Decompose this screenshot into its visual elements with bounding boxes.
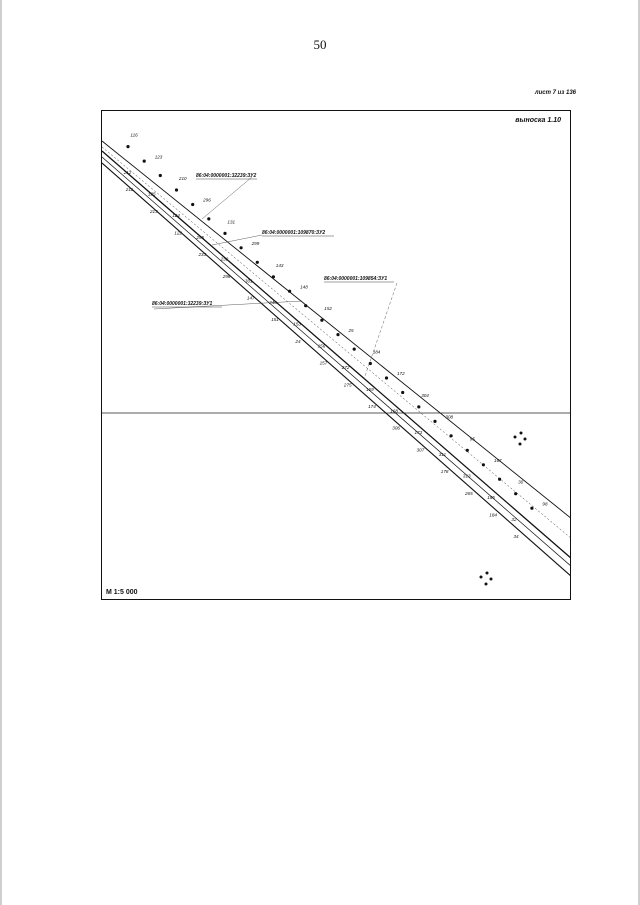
point-label: 174	[368, 404, 376, 409]
point-label: 152	[324, 306, 332, 312]
point-label: 212	[123, 169, 132, 175]
point-label: 296	[203, 197, 211, 203]
point-label: 213	[150, 208, 158, 214]
survey-point-marker	[385, 376, 388, 379]
survey-point-marker	[191, 203, 194, 206]
point-label: 30	[518, 479, 524, 485]
survey-point-marker	[498, 478, 501, 481]
point-label: 299	[251, 241, 260, 247]
point-label: 167	[493, 458, 502, 463]
point-label: 157	[319, 360, 328, 366]
point-label: 275	[343, 382, 352, 388]
survey-point-marker	[433, 420, 436, 423]
point-label: 143	[275, 262, 284, 268]
survey-point-marker	[272, 275, 275, 278]
survey-point-marker	[288, 290, 291, 293]
survey-point-marker	[417, 405, 420, 408]
point-label: 131	[227, 219, 236, 225]
point-label: 301	[244, 278, 253, 284]
point-label: 147	[246, 295, 255, 301]
scan-left-edge	[0, 0, 2, 905]
survey-point-marker	[223, 232, 226, 235]
point-label: 168	[390, 408, 398, 414]
survey-point-marker	[320, 319, 323, 322]
point-label: 95	[469, 436, 475, 442]
survey-point-marker	[353, 348, 356, 351]
point-label: 98	[542, 501, 548, 507]
point-label: 153	[293, 321, 301, 327]
point-label: 233	[198, 252, 207, 258]
point-label: 298	[222, 273, 231, 279]
point-label: 156	[317, 343, 326, 349]
point-label: 210	[178, 176, 187, 181]
point-label: 178	[440, 469, 449, 475]
survey-point-marker	[256, 261, 259, 264]
survey-point-marker	[482, 463, 485, 466]
scale-label: М 1:5 000	[106, 589, 138, 596]
point-label: 304	[421, 392, 429, 398]
map-drawing	[102, 111, 571, 600]
survey-point-marker	[514, 492, 517, 495]
point-label: 246	[269, 300, 277, 305]
point-label: 172	[397, 371, 405, 377]
point-label: 169	[366, 386, 374, 392]
point-label: 232	[220, 256, 229, 262]
point-label: 272	[341, 365, 350, 371]
survey-point-marker	[175, 188, 178, 191]
survey-point-marker	[304, 304, 307, 307]
survey-point-marker	[240, 246, 243, 249]
survey-point-marker	[530, 507, 533, 510]
survey-point-marker	[466, 449, 469, 452]
corridor-line-3	[102, 157, 571, 567]
corridor-line-4	[102, 163, 571, 577]
point-label: 173	[414, 430, 423, 436]
marker-cluster-1	[514, 432, 527, 446]
point-label: 124	[172, 213, 180, 219]
point-label: 116	[130, 132, 138, 138]
point-label: 24	[295, 338, 301, 344]
survey-point-marker	[126, 145, 129, 148]
point-label: 185	[487, 495, 495, 501]
point-label: 184	[489, 512, 497, 518]
point-label: 125	[147, 191, 156, 197]
point-label: 313	[462, 473, 471, 479]
survey-point-marker	[336, 333, 339, 336]
cadastral-label-4: 86:04:0000001:32239:ЗУ1	[152, 301, 213, 307]
survey-point-marker	[143, 160, 146, 163]
point-label: 295	[196, 234, 205, 240]
cadastral-label-1: 86:04:0000001:32239:ЗУ2	[196, 173, 257, 179]
marker-cluster-2	[480, 572, 493, 586]
cadastral-label-3: 86:04:0000001:109854:ЗУ1	[324, 276, 388, 282]
page-number: 50	[313, 37, 327, 52]
callout-label: выноска 1.10	[515, 117, 561, 124]
point-label: 34	[513, 534, 519, 540]
survey-point-marker	[207, 217, 210, 220]
point-label: 265	[465, 490, 473, 496]
survey-point-marker	[450, 434, 453, 437]
point-label: 211	[125, 187, 134, 193]
cadastral-label-2: 86:04:0000001:109870:ЗУ2	[262, 230, 326, 236]
point-label: 32	[511, 516, 517, 522]
map-frame	[101, 110, 571, 600]
point-label: 123	[154, 154, 163, 160]
point-label: 184	[372, 349, 381, 355]
survey-point-marker	[401, 391, 404, 394]
point-label: 308	[445, 414, 454, 420]
corridor-line-2	[102, 151, 571, 559]
point-label: 306	[392, 425, 400, 431]
point-label: 311	[438, 451, 447, 457]
point-label: 122	[174, 230, 182, 236]
survey-point-marker	[369, 362, 372, 365]
survey-point-marker	[159, 174, 162, 177]
sheet-label: лист 7 из 136	[534, 90, 576, 96]
point-label: 307	[416, 447, 425, 453]
point-label: 148	[300, 284, 308, 290]
point-label: 151	[271, 317, 279, 323]
point-label: 25	[348, 327, 354, 333]
